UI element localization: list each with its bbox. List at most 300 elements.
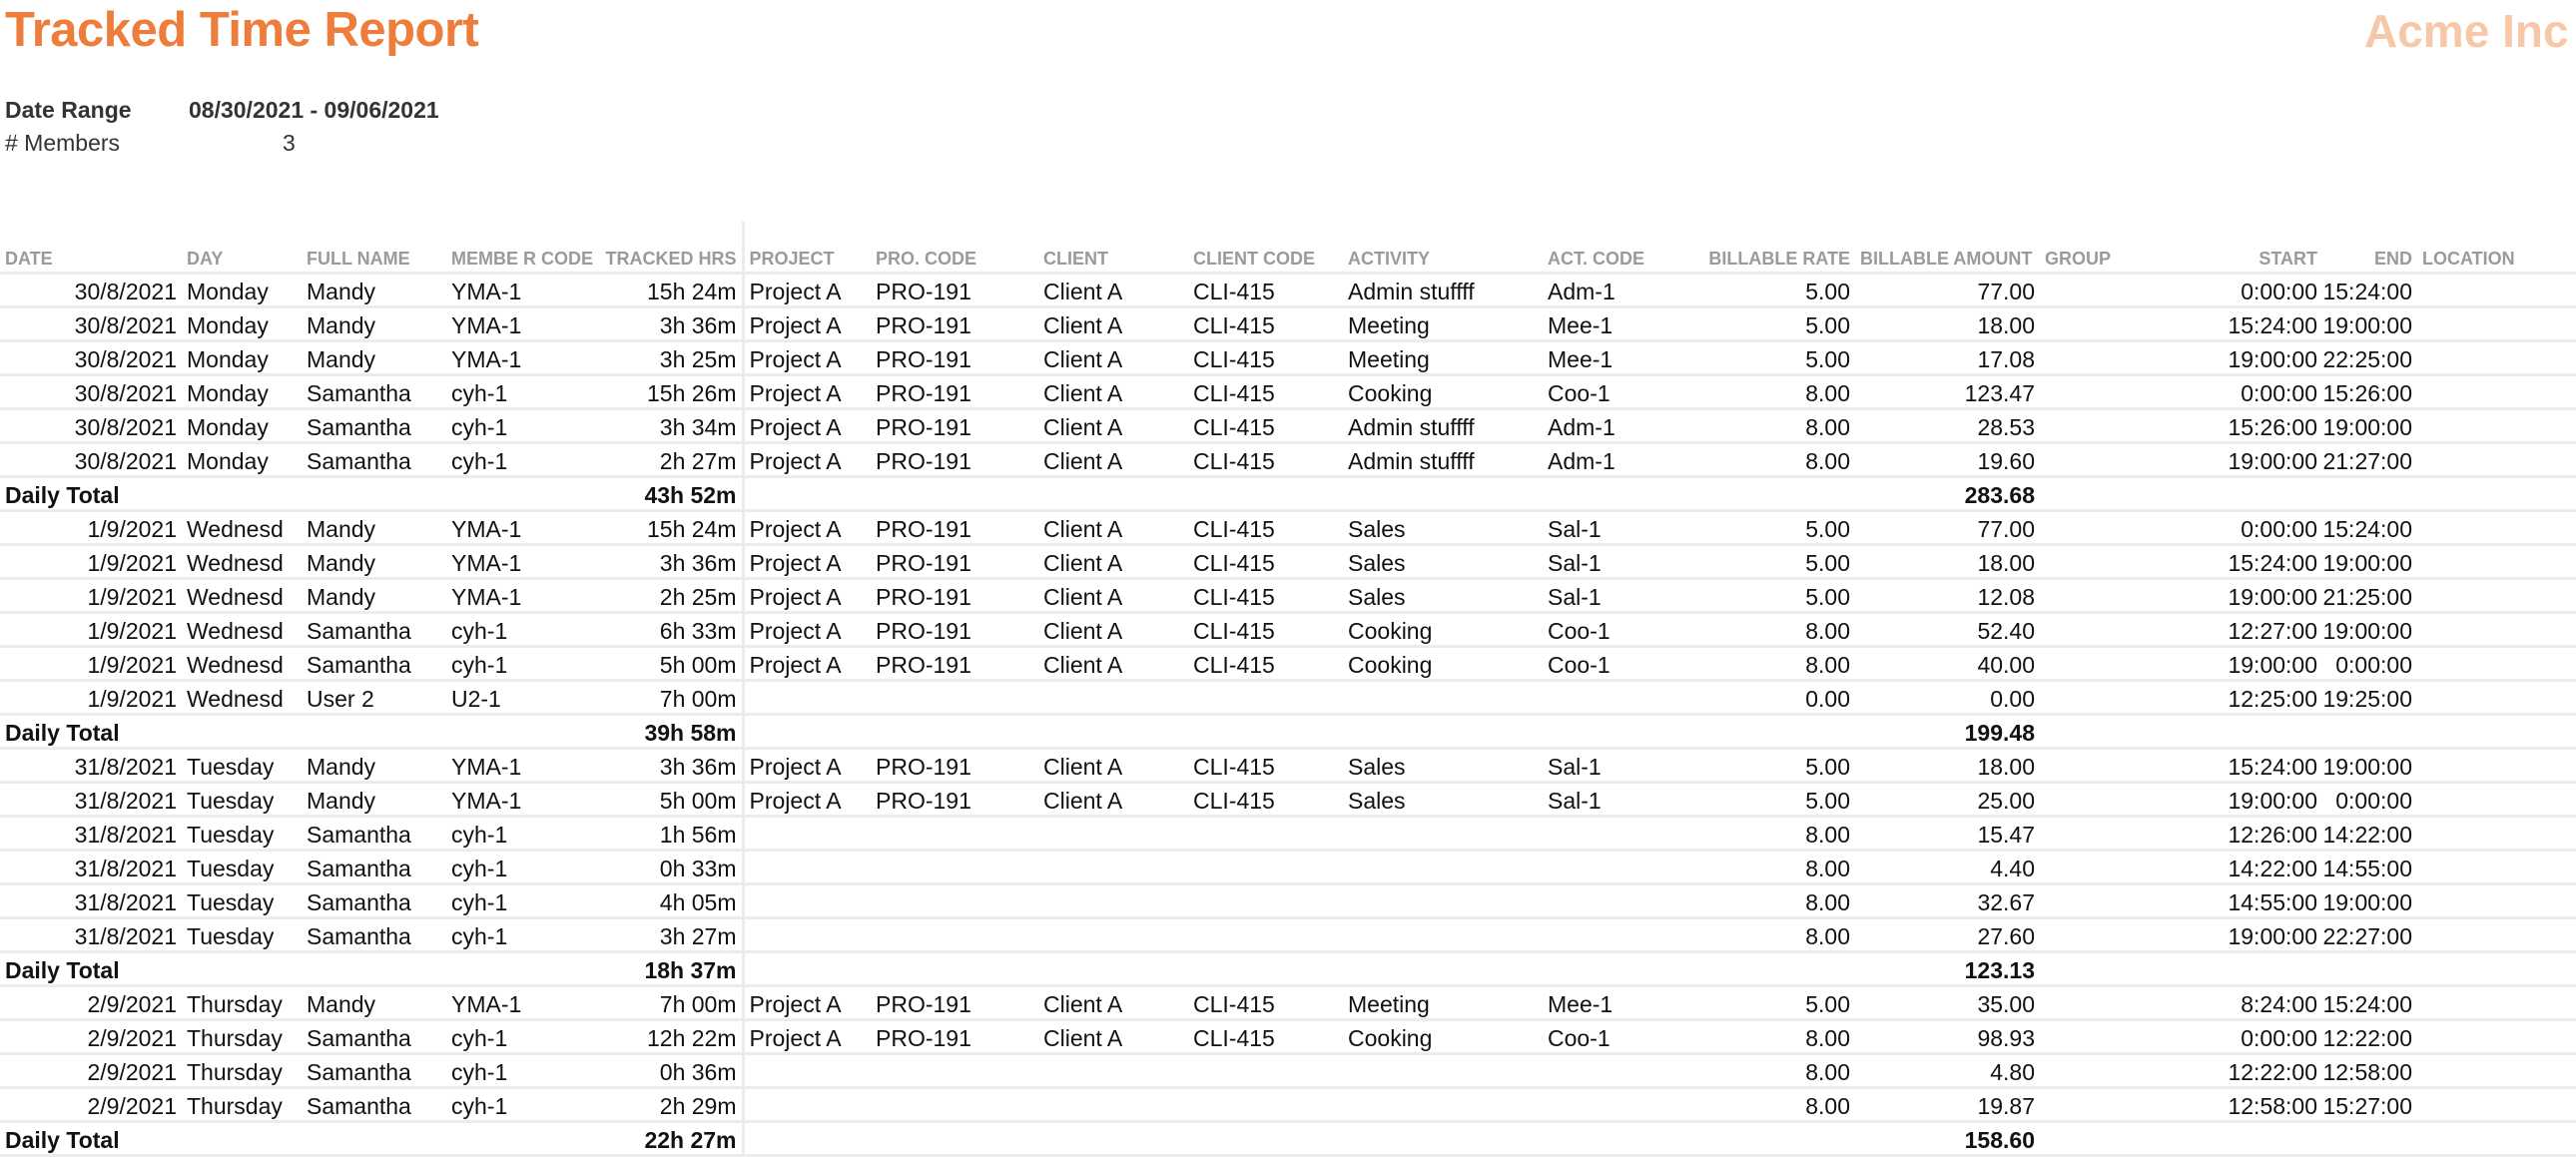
- cell-location: [2417, 1088, 2576, 1122]
- cell-activity: Admin stuffff: [1343, 409, 1543, 443]
- cell-group: [2040, 681, 2188, 715]
- col-header-activity: ACTIVITY: [1343, 222, 1543, 274]
- cell-member-code: YMA-1: [446, 341, 593, 375]
- cell-group: [2040, 647, 2188, 681]
- cell-group: [2040, 409, 2188, 443]
- empty-cell: [743, 715, 871, 749]
- cell-date: 2/9/2021: [0, 1088, 182, 1122]
- cell-act-code: [1543, 1088, 1690, 1122]
- cell-billable-rate: 8.00: [1690, 443, 1855, 477]
- cell-group: [2040, 1020, 2188, 1054]
- cell-act-code: Adm-1: [1543, 443, 1690, 477]
- cell-group: [2040, 1054, 2188, 1088]
- cell-group: [2040, 918, 2188, 952]
- empty-cell: [1188, 477, 1343, 511]
- cell-activity: Cooking: [1343, 1020, 1543, 1054]
- cell-group: [2040, 274, 2188, 307]
- empty-cell: [2322, 715, 2417, 749]
- cell-end: 15:26:00: [2322, 375, 2417, 409]
- cell-date: 31/8/2021: [0, 817, 182, 851]
- table-row: [0, 274, 2576, 307]
- cell-activity: Meeting: [1343, 307, 1543, 341]
- table-row: [0, 817, 2576, 851]
- col-header-end: END: [2322, 222, 2417, 274]
- cell-date: 1/9/2021: [0, 647, 182, 681]
- cell-activity: Sales: [1343, 749, 1543, 783]
- empty-cell: [2417, 1122, 2576, 1156]
- cell-member-code: YMA-1: [446, 749, 593, 783]
- cell-activity: [1343, 851, 1543, 884]
- cell-start: 12:26:00: [2188, 817, 2322, 851]
- cell-client: [1038, 1054, 1188, 1088]
- cell-billable-amount: 12.08: [1855, 579, 2040, 613]
- cell-client-code: CLI-415: [1188, 341, 1343, 375]
- cell-client: Client A: [1038, 545, 1188, 579]
- cell-pro-code: PRO-191: [871, 274, 1038, 307]
- cell-project: Project A: [743, 783, 871, 817]
- daily-total-row: [0, 477, 2576, 511]
- daily-total-hrs: 39h 58m: [593, 715, 743, 749]
- empty-cell: [2188, 715, 2322, 749]
- cell-end: 15:24:00: [2322, 986, 2417, 1020]
- cell-tracked-hrs: 1h 56m: [593, 817, 743, 851]
- cell-act-code: Sal-1: [1543, 511, 1690, 545]
- cell-end: 19:00:00: [2322, 749, 2417, 783]
- cell-billable-rate: 5.00: [1690, 986, 1855, 1020]
- cell-tracked-hrs: 3h 27m: [593, 918, 743, 952]
- cell-day: Wednesd: [182, 647, 302, 681]
- cell-day: Wednesd: [182, 613, 302, 647]
- cell-client: Client A: [1038, 375, 1188, 409]
- cell-location: [2417, 783, 2576, 817]
- cell-group: [2040, 1088, 2188, 1122]
- cell-billable-amount: 35.00: [1855, 986, 2040, 1020]
- table-row: [0, 1020, 2576, 1054]
- cell-end: 19:00:00: [2322, 307, 2417, 341]
- cell-full-name: Samantha: [302, 443, 446, 477]
- cell-tracked-hrs: 3h 36m: [593, 749, 743, 783]
- cell-member-code: cyh-1: [446, 375, 593, 409]
- col-header-day: DAY: [182, 222, 302, 274]
- date-range-label: Date Range: [5, 97, 132, 123]
- daily-total-amount: 158.60: [1855, 1122, 2040, 1156]
- empty-cell: [871, 1122, 1038, 1156]
- empty-cell: [446, 952, 593, 986]
- cell-member-code: cyh-1: [446, 613, 593, 647]
- cell-activity: [1343, 918, 1543, 952]
- cell-start: 15:24:00: [2188, 545, 2322, 579]
- cell-location: [2417, 986, 2576, 1020]
- cell-client: Client A: [1038, 647, 1188, 681]
- cell-billable-rate: 5.00: [1690, 749, 1855, 783]
- table-row: [0, 986, 2576, 1020]
- cell-tracked-hrs: 7h 00m: [593, 986, 743, 1020]
- cell-activity: Sales: [1343, 579, 1543, 613]
- empty-cell: [302, 715, 446, 749]
- cell-day: Wednesd: [182, 511, 302, 545]
- cell-client-code: CLI-415: [1188, 443, 1343, 477]
- empty-cell: [743, 1122, 871, 1156]
- table-row: [0, 647, 2576, 681]
- cell-start: 0:00:00: [2188, 274, 2322, 307]
- empty-cell: [1038, 952, 1188, 986]
- cell-tracked-hrs: 0h 33m: [593, 851, 743, 884]
- cell-billable-rate: 8.00: [1690, 613, 1855, 647]
- cell-act-code: Adm-1: [1543, 409, 1690, 443]
- cell-date: 1/9/2021: [0, 545, 182, 579]
- cell-day: Tuesday: [182, 884, 302, 918]
- daily-total-amount: 199.48: [1855, 715, 2040, 749]
- cell-billable-rate: 8.00: [1690, 1088, 1855, 1122]
- daily-total-label: Daily Total: [0, 1122, 182, 1156]
- daily-total-label: Daily Total: [0, 715, 182, 749]
- cell-activity: Sales: [1343, 545, 1543, 579]
- empty-cell: [1690, 1122, 1855, 1156]
- table-row: [0, 443, 2576, 477]
- cell-location: [2417, 579, 2576, 613]
- cell-billable-amount: 15.47: [1855, 817, 2040, 851]
- col-header-project: PROJECT: [743, 222, 871, 274]
- cell-tracked-hrs: 15h 26m: [593, 375, 743, 409]
- cell-project: Project A: [743, 307, 871, 341]
- cell-client-code: [1188, 1054, 1343, 1088]
- cell-date: 30/8/2021: [0, 341, 182, 375]
- empty-cell: [1343, 715, 1543, 749]
- cell-tracked-hrs: 3h 36m: [593, 307, 743, 341]
- cell-start: 12:58:00: [2188, 1088, 2322, 1122]
- cell-end: 19:00:00: [2322, 545, 2417, 579]
- col-header-billable-amount: BILLABLE AMOUNT: [1855, 222, 2040, 274]
- cell-billable-rate: 8.00: [1690, 851, 1855, 884]
- cell-client: [1038, 851, 1188, 884]
- cell-start: 14:22:00: [2188, 851, 2322, 884]
- cell-end: 0:00:00: [2322, 783, 2417, 817]
- cell-member-code: cyh-1: [446, 817, 593, 851]
- cell-client-code: CLI-415: [1188, 307, 1343, 341]
- empty-cell: [1343, 477, 1543, 511]
- cell-end: 12:22:00: [2322, 1020, 2417, 1054]
- cell-day: Thursday: [182, 986, 302, 1020]
- cell-date: 30/8/2021: [0, 443, 182, 477]
- cell-member-code: cyh-1: [446, 851, 593, 884]
- cell-member-code: cyh-1: [446, 918, 593, 952]
- cell-date: 30/8/2021: [0, 375, 182, 409]
- empty-cell: [743, 477, 871, 511]
- cell-billable-rate: 5.00: [1690, 579, 1855, 613]
- cell-tracked-hrs: 2h 27m: [593, 443, 743, 477]
- cell-date: 30/8/2021: [0, 409, 182, 443]
- cell-billable-amount: 0.00: [1855, 681, 2040, 715]
- cell-activity: Cooking: [1343, 613, 1543, 647]
- col-header-client-code: CLIENT CODE: [1188, 222, 1343, 274]
- cell-start: 19:00:00: [2188, 647, 2322, 681]
- cell-billable-amount: 28.53: [1855, 409, 2040, 443]
- empty-cell: [2188, 1122, 2322, 1156]
- cell-billable-rate: 8.00: [1690, 375, 1855, 409]
- cell-day: Monday: [182, 341, 302, 375]
- cell-billable-amount: 18.00: [1855, 749, 2040, 783]
- col-header-member-code: MEMBE R CODE: [446, 222, 593, 274]
- cell-act-code: Sal-1: [1543, 545, 1690, 579]
- cell-billable-amount: 27.60: [1855, 918, 2040, 952]
- col-header-tracked-hrs: TRACKED HRS: [593, 222, 743, 274]
- cell-activity: Meeting: [1343, 341, 1543, 375]
- cell-start: 14:55:00: [2188, 884, 2322, 918]
- empty-cell: [2040, 715, 2188, 749]
- cell-tracked-hrs: 6h 33m: [593, 613, 743, 647]
- table-row: [0, 613, 2576, 647]
- empty-cell: [2040, 952, 2188, 986]
- cell-location: [2417, 884, 2576, 918]
- cell-location: [2417, 749, 2576, 783]
- cell-activity: Meeting: [1343, 986, 1543, 1020]
- cell-client: Client A: [1038, 307, 1188, 341]
- empty-cell: [1038, 1122, 1188, 1156]
- cell-project: Project A: [743, 986, 871, 1020]
- cell-day: Thursday: [182, 1088, 302, 1122]
- cell-full-name: Samantha: [302, 375, 446, 409]
- cell-day: Monday: [182, 409, 302, 443]
- cell-date: 31/8/2021: [0, 851, 182, 884]
- cell-pro-code: [871, 681, 1038, 715]
- cell-act-code: [1543, 817, 1690, 851]
- cell-day: Wednesd: [182, 681, 302, 715]
- cell-end: 21:25:00: [2322, 579, 2417, 613]
- table-row: [0, 1054, 2576, 1088]
- cell-project: Project A: [743, 613, 871, 647]
- cell-project: Project A: [743, 409, 871, 443]
- cell-end: 15:24:00: [2322, 511, 2417, 545]
- cell-group: [2040, 613, 2188, 647]
- cell-end: 19:00:00: [2322, 409, 2417, 443]
- cell-project: Project A: [743, 511, 871, 545]
- cell-client-code: [1188, 851, 1343, 884]
- empty-cell: [1038, 477, 1188, 511]
- cell-date: 1/9/2021: [0, 511, 182, 545]
- cell-client-code: CLI-415: [1188, 647, 1343, 681]
- cell-date: 1/9/2021: [0, 681, 182, 715]
- cell-billable-amount: 98.93: [1855, 1020, 2040, 1054]
- cell-tracked-hrs: 7h 00m: [593, 681, 743, 715]
- daily-total-hrs: 43h 52m: [593, 477, 743, 511]
- cell-act-code: Coo-1: [1543, 1020, 1690, 1054]
- empty-cell: [182, 715, 302, 749]
- empty-cell: [2417, 952, 2576, 986]
- cell-client: Client A: [1038, 613, 1188, 647]
- cell-location: [2417, 274, 2576, 307]
- cell-end: 15:27:00: [2322, 1088, 2417, 1122]
- table-row: [0, 749, 2576, 783]
- daily-total-row: [0, 1122, 2576, 1156]
- cell-project: Project A: [743, 749, 871, 783]
- empty-cell: [2188, 952, 2322, 986]
- cell-pro-code: [871, 884, 1038, 918]
- cell-project: Project A: [743, 545, 871, 579]
- empty-cell: [2417, 715, 2576, 749]
- cell-day: Monday: [182, 274, 302, 307]
- cell-location: [2417, 681, 2576, 715]
- cell-billable-rate: 5.00: [1690, 783, 1855, 817]
- cell-full-name: Samantha: [302, 918, 446, 952]
- cell-location: [2417, 817, 2576, 851]
- cell-location: [2417, 918, 2576, 952]
- col-header-location: LOCATION: [2417, 222, 2576, 274]
- cell-billable-amount: 40.00: [1855, 647, 2040, 681]
- empty-cell: [1188, 952, 1343, 986]
- members-value: 3: [283, 130, 296, 156]
- cell-group: [2040, 341, 2188, 375]
- cell-tracked-hrs: 5h 00m: [593, 647, 743, 681]
- cell-billable-rate: 5.00: [1690, 341, 1855, 375]
- cell-pro-code: PRO-191: [871, 443, 1038, 477]
- cell-group: [2040, 511, 2188, 545]
- cell-full-name: Samantha: [302, 613, 446, 647]
- cell-tracked-hrs: 3h 25m: [593, 341, 743, 375]
- cell-billable-amount: 32.67: [1855, 884, 2040, 918]
- empty-cell: [1690, 952, 1855, 986]
- cell-day: Tuesday: [182, 783, 302, 817]
- cell-date: 31/8/2021: [0, 918, 182, 952]
- members-label: # Members: [5, 130, 121, 156]
- cell-pro-code: PRO-191: [871, 1020, 1038, 1054]
- cell-start: 19:00:00: [2188, 783, 2322, 817]
- cell-client-code: [1188, 884, 1343, 918]
- cell-billable-rate: 8.00: [1690, 1020, 1855, 1054]
- table-row: [0, 511, 2576, 545]
- cell-client-code: [1188, 1088, 1343, 1122]
- cell-full-name: Mandy: [302, 579, 446, 613]
- cell-act-code: Coo-1: [1543, 613, 1690, 647]
- cell-client: [1038, 1088, 1188, 1122]
- cell-project: Project A: [743, 274, 871, 307]
- cell-date: 30/8/2021: [0, 274, 182, 307]
- cell-act-code: Mee-1: [1543, 307, 1690, 341]
- report-title: Tracked Time Report: [5, 3, 479, 57]
- cell-activity: Admin stuffff: [1343, 274, 1543, 307]
- cell-full-name: Mandy: [302, 274, 446, 307]
- cell-tracked-hrs: 0h 36m: [593, 1054, 743, 1088]
- table-row: [0, 409, 2576, 443]
- cell-member-code: cyh-1: [446, 884, 593, 918]
- cell-full-name: Samantha: [302, 1054, 446, 1088]
- cell-start: 19:00:00: [2188, 443, 2322, 477]
- cell-act-code: Mee-1: [1543, 986, 1690, 1020]
- cell-act-code: Coo-1: [1543, 647, 1690, 681]
- cell-full-name: User 2: [302, 681, 446, 715]
- empty-cell: [1188, 715, 1343, 749]
- cell-billable-amount: 4.40: [1855, 851, 2040, 884]
- cell-full-name: Samantha: [302, 647, 446, 681]
- cell-start: 8:24:00: [2188, 986, 2322, 1020]
- cell-end: 19:00:00: [2322, 613, 2417, 647]
- cell-project: Project A: [743, 647, 871, 681]
- cell-pro-code: [871, 851, 1038, 884]
- cell-end: 21:27:00: [2322, 443, 2417, 477]
- cell-pro-code: PRO-191: [871, 307, 1038, 341]
- cell-member-code: YMA-1: [446, 307, 593, 341]
- cell-client-code: CLI-415: [1188, 409, 1343, 443]
- cell-project: [743, 817, 871, 851]
- cell-start: 19:00:00: [2188, 579, 2322, 613]
- cell-billable-rate: 0.00: [1690, 681, 1855, 715]
- cell-client: [1038, 918, 1188, 952]
- cell-activity: [1343, 1088, 1543, 1122]
- cell-end: 22:25:00: [2322, 341, 2417, 375]
- cell-activity: Sales: [1343, 783, 1543, 817]
- cell-member-code: YMA-1: [446, 579, 593, 613]
- empty-cell: [1543, 1122, 1690, 1156]
- cell-pro-code: [871, 918, 1038, 952]
- cell-billable-amount: 123.47: [1855, 375, 2040, 409]
- cell-billable-rate: 8.00: [1690, 817, 1855, 851]
- cell-member-code: cyh-1: [446, 647, 593, 681]
- empty-cell: [1543, 952, 1690, 986]
- cell-start: 12:25:00: [2188, 681, 2322, 715]
- cell-full-name: Samantha: [302, 409, 446, 443]
- cell-start: 19:00:00: [2188, 918, 2322, 952]
- cell-end: 14:22:00: [2322, 817, 2417, 851]
- cell-billable-amount: 19.87: [1855, 1088, 2040, 1122]
- cell-activity: [1343, 681, 1543, 715]
- cell-project: [743, 1054, 871, 1088]
- cell-group: [2040, 579, 2188, 613]
- empty-cell: [871, 952, 1038, 986]
- cell-act-code: Sal-1: [1543, 579, 1690, 613]
- daily-total-amount: 283.68: [1855, 477, 2040, 511]
- cell-client-code: CLI-415: [1188, 579, 1343, 613]
- cell-location: [2417, 443, 2576, 477]
- empty-cell: [182, 1122, 302, 1156]
- cell-full-name: Samantha: [302, 817, 446, 851]
- daily-total-hrs: 22h 27m: [593, 1122, 743, 1156]
- col-header-pro-code: PRO. CODE: [871, 222, 1038, 274]
- cell-project: [743, 1088, 871, 1122]
- cell-pro-code: PRO-191: [871, 375, 1038, 409]
- empty-cell: [2322, 1122, 2417, 1156]
- cell-billable-amount: 17.08: [1855, 341, 2040, 375]
- cell-billable-rate: 8.00: [1690, 918, 1855, 952]
- cell-start: 15:24:00: [2188, 307, 2322, 341]
- cell-tracked-hrs: 4h 05m: [593, 884, 743, 918]
- cell-activity: Sales: [1343, 511, 1543, 545]
- daily-total-label: Daily Total: [0, 477, 182, 511]
- cell-pro-code: PRO-191: [871, 647, 1038, 681]
- cell-date: 30/8/2021: [0, 307, 182, 341]
- table-row: [0, 918, 2576, 952]
- cell-day: Monday: [182, 307, 302, 341]
- cell-act-code: [1543, 918, 1690, 952]
- cell-date: 31/8/2021: [0, 783, 182, 817]
- cell-client-code: CLI-415: [1188, 1020, 1343, 1054]
- cell-member-code: cyh-1: [446, 1020, 593, 1054]
- cell-day: Tuesday: [182, 851, 302, 884]
- cell-tracked-hrs: 3h 36m: [593, 545, 743, 579]
- table-body: [0, 274, 2576, 1156]
- cell-day: Tuesday: [182, 918, 302, 952]
- cell-pro-code: PRO-191: [871, 749, 1038, 783]
- table-row: [0, 783, 2576, 817]
- cell-location: [2417, 341, 2576, 375]
- cell-act-code: Sal-1: [1543, 749, 1690, 783]
- cell-location: [2417, 647, 2576, 681]
- empty-cell: [182, 477, 302, 511]
- cell-tracked-hrs: 3h 34m: [593, 409, 743, 443]
- cell-tracked-hrs: 15h 24m: [593, 511, 743, 545]
- cell-project: [743, 884, 871, 918]
- cell-billable-amount: 77.00: [1855, 274, 2040, 307]
- cell-date: 2/9/2021: [0, 986, 182, 1020]
- cell-activity: Cooking: [1343, 375, 1543, 409]
